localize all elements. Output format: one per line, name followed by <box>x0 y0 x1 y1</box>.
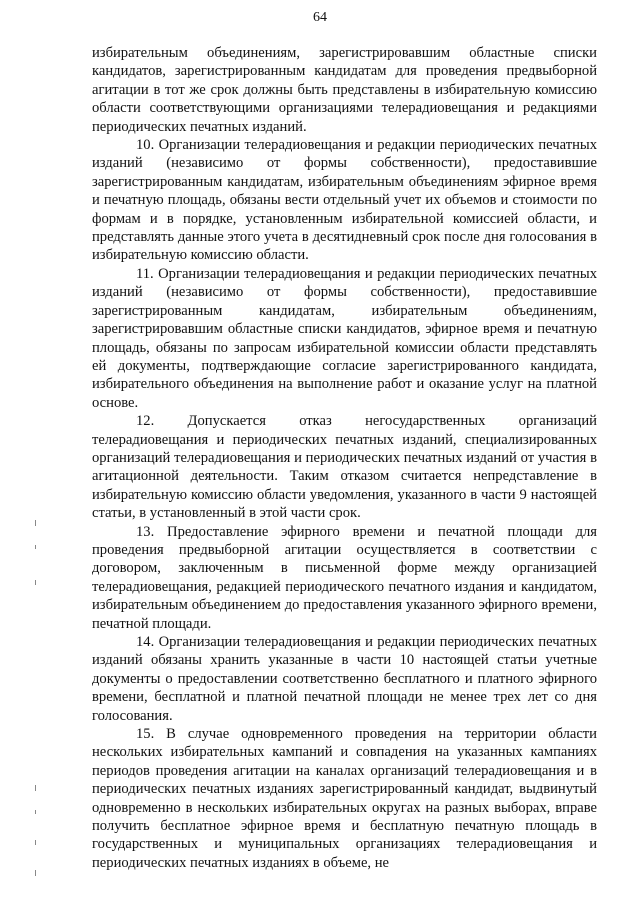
paragraph-13: 13. Предоставление эфирного времени и печатной площади для проведения предвыборной агитации осуществляется в соответствии с договором, заключенным в письменной форме между организацией телерадиовещания, редакцией периодического печатного издания и кандидатом, избирательным объединением до предоставления указанного эфирного времени, печатной площади. <box>92 523 597 632</box>
document-body <box>92 44 597 872</box>
scan-mark <box>35 810 36 814</box>
scan-mark <box>35 840 36 845</box>
paragraph-12: 12. Допускается отказ негосударственных организаций телерадиовещания и периодических печатных изданий, специализированных организаций телерадиовещания и периодических печатных изданий от участия в агитационной деятельности. Таким отказом считается непредставление в избирательную комиссию области уведомления, указанного в части 9 настоящей статьи, в установленный в этой части срок. <box>92 413 597 522</box>
scan-mark <box>35 520 36 526</box>
paragraph-continuation: избирательным объединениям, зарегистрировавшим областные списки кандидатов, зарегистрированным кандидатам для проведения предвыборной агитации в тот же срок должны быть представлены в избирательную комиссию области соответствующими организациями телерадиовещания и редакциями периодических печатных изданий. <box>92 45 597 135</box>
scan-mark <box>35 545 36 549</box>
paragraph-15: 15. В случае одновременного проведения на территории области нескольких избирательных кампаний и совпадения на указанных кампаниях периодов проведения агитации на каналах организаций телерадиовещания и в периодических печатных изданиях зарегистрированный кандидат, выдвинутый одновременно в нескольких избирательных округах на разных выборах, вправе получить бесплатное эфирное время и бесплатную печатную площадь в государственных и муниципальных организациях телерадиовещания и периодических печатных изданиях в объеме, не <box>92 726 597 871</box>
scan-mark <box>35 580 36 585</box>
paragraph-14: 14. Организации телерадиовещания и редакции периодических печатных изданий обязаны хранить указанные в части 10 настоящей статьи учетные документы о предоставлении соответственно бесплатного и платного эфирного времени, бесплатной и платной печатной площади не менее трех лет со дня голосования. <box>92 634 597 724</box>
scan-mark <box>35 870 36 876</box>
paragraph-10: 10. Организации телерадиовещания и редакции периодических печатных изданий (независимо от формы собственности), предоставившие зарегистрированным кандидатам, избирательным объединениям эфирное время и печатную площадь, обязаны вести отдельный учет их объемов и стоимости по формам и в порядке, установленным избирательной комиссией области, и представлять данные этого учета в десятидневный срок после дня голосования в избирательную комиссию области. <box>92 137 597 264</box>
paragraph-11: 11. Организации телерадиовещания и редакции периодических печатных изданий (независимо от формы собственности), предоставившие зарегистрированным кандидатам, избирательным объединениям, зарегистрировавшим областные списки кандидатов, эфирное время и печатную площадь, обязаны по запросам избирательной комиссии области представлять ей документы, подтверждающие согласие зарегистрированного кандидата, избирательного объединения на выполнение работ и оказание услуг на платной основе. <box>92 265 597 411</box>
page-number: 64 <box>313 10 327 25</box>
scan-mark <box>35 785 36 791</box>
